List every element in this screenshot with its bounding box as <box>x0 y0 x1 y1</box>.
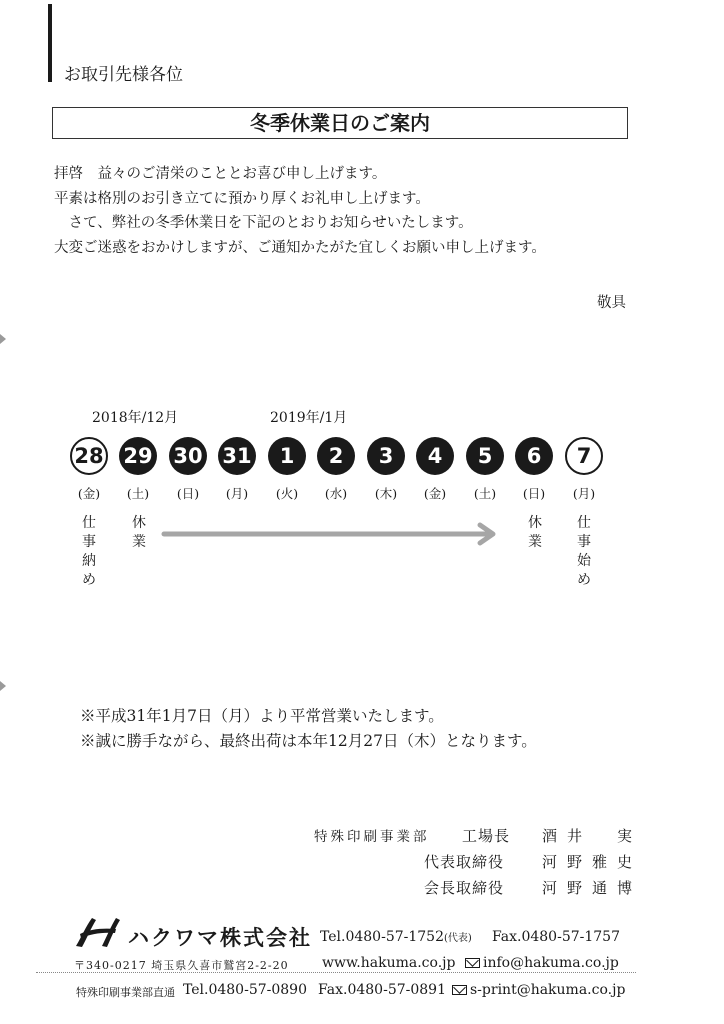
signature-name: 河野通博 <box>542 879 643 897</box>
company-name: ハクワマ株式会社 <box>128 926 312 950</box>
direct-fax: Fax.0480-57-0891 <box>318 982 446 998</box>
greeting-line: 大変ご迷惑をおかけしますが、ご通知かたがた宜しくお願い申し上げます。 <box>54 240 546 256</box>
weekday-label: (土) <box>126 486 150 501</box>
company-address: 〒340-0217 埼玉県久喜市鷲宮2-2-20 <box>74 959 289 972</box>
holiday-end-label: 休業 <box>528 515 542 550</box>
page-title: 冬季休業日のご案内 <box>52 107 628 139</box>
month-label-december: 2018年/12月 <box>92 410 179 426</box>
closing-word: 敬具 <box>597 295 626 311</box>
footer-divider <box>36 972 636 973</box>
company-email[interactable] <box>465 955 619 971</box>
calendar-day: 6 <box>515 437 553 475</box>
weekday-label: (土) <box>473 486 497 501</box>
signature-role: 会長取締役 <box>424 879 505 897</box>
direct-email-text: s-print@hakuma.co.jp <box>470 982 626 998</box>
calendar-day: 30 <box>169 437 207 475</box>
weekday-label: (木) <box>374 486 398 501</box>
calendar-day: 31 <box>218 437 256 475</box>
calendar-day: 4 <box>416 437 454 475</box>
tel-number: Tel.0480-57-1752 <box>320 929 444 945</box>
addressee: お取引先様各位 <box>64 65 183 85</box>
email-text: info@hakuma.co.jp <box>483 955 619 971</box>
mail-icon <box>465 958 480 968</box>
mail-icon <box>452 985 467 995</box>
weekday-label: (月) <box>225 486 249 501</box>
work-end-label: 仕事納め <box>82 515 96 588</box>
holiday-start-label: 休業 <box>132 515 146 550</box>
tel-suffix: (代表) <box>444 933 472 944</box>
signature-role: 工場長 <box>462 827 511 845</box>
company-fax: Fax.0480-57-1757 <box>492 929 620 945</box>
calendar-day: 5 <box>466 437 504 475</box>
calendar-day: 3 <box>367 437 405 475</box>
weekday-label: (日) <box>522 486 546 501</box>
weekday-label: (月) <box>572 486 596 501</box>
signature-department: 特殊印刷事業部 <box>314 829 430 845</box>
calendar-day: 2 <box>317 437 355 475</box>
weekday-label: (日) <box>176 486 200 501</box>
calendar-day: 1 <box>268 437 306 475</box>
hakuma-logo-icon <box>72 914 124 950</box>
greeting-line: 拝啓 益々のご清栄のこととお喜び申し上げます。 <box>54 166 387 182</box>
fold-mark-icon <box>0 334 6 344</box>
signature-name: 河野雅史 <box>542 853 643 871</box>
company-website[interactable]: www.hakuma.co.jp <box>322 955 456 971</box>
fold-mark-icon <box>0 681 6 691</box>
direct-email[interactable] <box>452 982 625 998</box>
signature-role: 代表取締役 <box>424 853 505 871</box>
note-line: ※平成31年1月7日（月）より平常営業いたします。 <box>80 707 444 725</box>
weekday-label: (水) <box>324 486 348 501</box>
calendar-day: 28 <box>70 437 108 475</box>
work-start-label: 仕事始め <box>577 515 591 588</box>
weekday-label: (金) <box>423 486 447 501</box>
company-tel <box>320 929 472 945</box>
signature-name: 酒井 実 <box>542 827 643 845</box>
holiday-period-arrow-icon <box>160 520 502 548</box>
note-line: ※誠に勝手ながら、最終出荷は本年12月27日（木）となります。 <box>80 732 537 750</box>
weekday-label: (火) <box>275 486 299 501</box>
weekday-label: (金) <box>77 486 101 501</box>
direct-tel: Tel.0480-57-0890 <box>183 982 307 998</box>
calendar-day: 29 <box>119 437 157 475</box>
greeting-line: さて、弊社の冬季休業日を下記のとおりお知らせいたします。 <box>54 215 473 231</box>
calendar-day: 7 <box>565 437 603 475</box>
accent-bar <box>48 4 52 82</box>
greeting-line: 平素は格別のお引き立てに預かり厚くお礼申し上げます。 <box>54 191 430 207</box>
month-label-january: 2019年/1月 <box>270 410 348 426</box>
direct-line-label: 特殊印刷事業部直通 <box>76 986 175 999</box>
